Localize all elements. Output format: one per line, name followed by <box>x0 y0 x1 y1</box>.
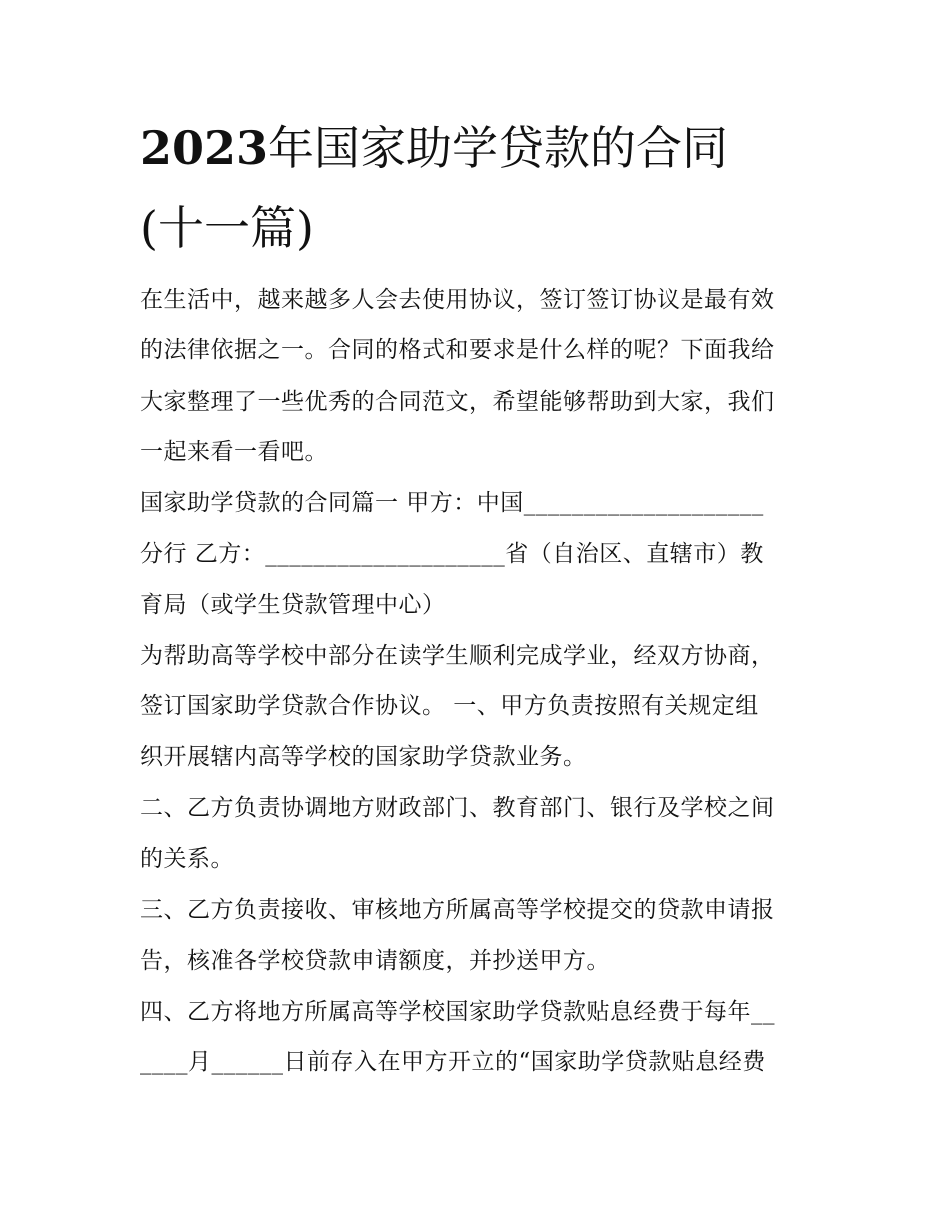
document-title-subtitle: (十一篇) <box>140 201 314 255</box>
body-line-16: ____月______日前存入在甲方开立的“国家助学贷款贴息经费 <box>140 1049 766 1075</box>
body-line-7: 育局（或学生贷款管理中心） <box>140 592 446 618</box>
body-line-13: 三、乙方负责接收、审核地方所属高等学校提交的贷款申请报 <box>140 897 775 923</box>
body-line-11: 二、乙方负责协调地方财政部门、教育部门、银行及学校之间 <box>140 795 775 821</box>
body-line-12: 的关系。 <box>140 846 234 872</box>
body-line-4: 一起来看一看吧。 <box>140 439 328 465</box>
title-year: 2023 <box>140 121 269 175</box>
body-line-10: 织开展辖内高等学校的国家助学贷款业务。 <box>140 744 587 770</box>
body-line-9: 签订国家助学贷款合作协议。 一、甲方负责按照有关规定组 <box>140 693 759 719</box>
body-line-1: 在生活中，越来越多人会去使用协议，签订签订协议是最有效 <box>140 287 775 313</box>
body-line-2: 的法律依据之一。合同的格式和要求是什么样的呢？下面我给 <box>140 337 775 363</box>
body-line-15: 四、乙方将地方所属高等学校国家助学贷款贴息经费于每年__ <box>140 999 775 1025</box>
body-line-5: 国家助学贷款的合同篇一 甲方：中国____________________ <box>140 490 764 516</box>
document-title <box>140 120 820 176</box>
title-text: 年国家助学贷款的合同 <box>268 121 729 175</box>
body-line-6: 分行 乙方：____________________省（自治区、直辖市）教 <box>140 541 764 567</box>
body-line-8: 为帮助高等学校中部分在读学生顺利完成学业，经双方协商， <box>140 643 775 669</box>
body-line-14: 告，核准各学校贷款申请额度，并抄送甲方。 <box>140 948 610 974</box>
body-line-3: 大家整理了一些优秀的合同范文，希望能够帮助到大家，我们 <box>140 389 775 415</box>
